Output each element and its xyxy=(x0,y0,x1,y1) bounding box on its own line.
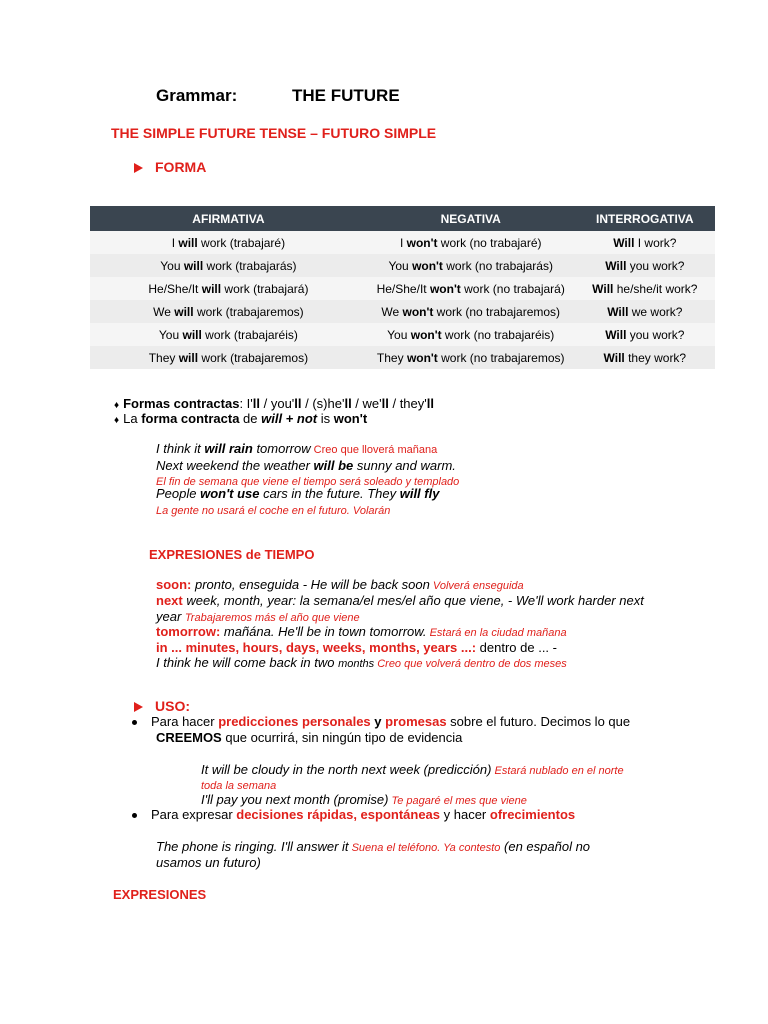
text-segment: will xyxy=(174,304,194,319)
text-segment: Te pagaré el mes que viene xyxy=(388,795,527,807)
text-segment: promesas xyxy=(385,714,447,729)
table-row xyxy=(90,346,715,369)
time-expressions-heading: EXPRESIONES de TIEMPO xyxy=(149,547,315,562)
forma-heading xyxy=(134,159,206,175)
text-segment: is xyxy=(317,411,334,426)
text-segment: You xyxy=(160,258,184,273)
uso-item-1 xyxy=(132,714,630,729)
text-segment: You xyxy=(387,327,411,342)
table-row xyxy=(90,300,715,323)
text-segment: / you' xyxy=(260,396,295,411)
text-segment: Will xyxy=(603,350,625,365)
text-segment: y xyxy=(374,714,382,729)
text-segment: Para expresar xyxy=(151,807,237,822)
text-segment: will rain xyxy=(204,441,253,456)
text-segment: predicciones personales xyxy=(218,714,371,729)
text-segment: ll xyxy=(294,396,302,411)
time-expression-line xyxy=(156,640,557,655)
text-segment: will + not xyxy=(261,411,318,426)
text-segment: work (trabajaréis) xyxy=(201,327,298,342)
table-cell xyxy=(575,254,715,277)
text-segment: Volverá enseguida xyxy=(429,580,524,592)
text-segment: work (no trabajaré) xyxy=(437,235,542,250)
text-segment: de xyxy=(239,411,262,426)
text-segment: y hacer xyxy=(440,807,490,822)
text-segment: You xyxy=(388,258,413,273)
arrow-bullet-icon xyxy=(134,163,143,173)
text-segment: will be xyxy=(313,458,354,473)
forma-label: FORMA xyxy=(155,159,207,175)
table-row xyxy=(90,323,715,346)
text-segment: They xyxy=(148,350,179,365)
table-row xyxy=(90,231,715,254)
table-row xyxy=(90,254,715,277)
table-cell xyxy=(367,277,575,300)
table-cell xyxy=(367,323,575,346)
text-segment: It will be cloudy in the north next week (predicción) xyxy=(201,762,492,777)
text-segment: He/She/It xyxy=(376,281,430,296)
text-segment: Will xyxy=(605,327,627,342)
text-segment: won't xyxy=(429,281,461,296)
table-cell xyxy=(90,323,367,346)
table-cell xyxy=(575,323,715,346)
text-segment: I think it xyxy=(156,441,205,456)
table-cell xyxy=(367,231,575,254)
text-segment: I xyxy=(171,235,179,250)
time-expression-line xyxy=(156,577,524,592)
text-segment: work (no trabajaremos) xyxy=(437,350,565,365)
text-segment: in ... minutes, hours, days, weeks, months, years ...: xyxy=(156,640,477,655)
uso-label: USO: xyxy=(155,698,190,714)
table-row xyxy=(90,277,715,300)
text-segment: won't xyxy=(406,235,438,250)
table-cell xyxy=(367,254,575,277)
text-segment: we work? xyxy=(628,304,683,319)
conjugation-table xyxy=(90,206,715,369)
table-cell xyxy=(367,346,575,369)
text-segment: will fly xyxy=(399,486,440,501)
text-segment: work (trabajará) xyxy=(221,281,309,296)
bullet-icon xyxy=(132,813,137,818)
example-line xyxy=(156,458,456,473)
text-segment: mañána. He'll be in town tomorrow. xyxy=(220,624,427,639)
table-header-interrogativa: INTERROGATIVA xyxy=(575,206,715,231)
text-segment: tomorrow xyxy=(252,441,311,456)
table-cell xyxy=(90,346,367,369)
text-segment: next xyxy=(156,593,183,608)
example-translation xyxy=(156,502,390,517)
table-cell xyxy=(575,277,715,300)
text-segment: I work? xyxy=(634,235,677,250)
text-segment: Will xyxy=(605,258,627,273)
text-segment: I'll pay you next month (promise) xyxy=(201,792,389,807)
text-segment: Will xyxy=(607,304,629,319)
table-cell xyxy=(575,231,715,254)
text-segment: / they' xyxy=(388,396,427,411)
text-segment: decisiones rápidas, espontáneas xyxy=(236,807,441,822)
text-segment: will xyxy=(178,235,198,250)
time-expression-line xyxy=(156,609,360,624)
text-segment: Will xyxy=(613,235,635,250)
page-title-topic: THE FUTURE xyxy=(292,86,400,105)
expresiones-heading: EXPRESIONES xyxy=(113,887,207,902)
text-segment: work (no trabajarás) xyxy=(442,258,553,273)
text-segment: won't use xyxy=(200,486,260,501)
table-cell xyxy=(90,231,367,254)
text-segment: work (no trabajaremos) xyxy=(433,304,561,319)
text-segment: he/she/it work? xyxy=(613,281,698,296)
table-cell xyxy=(90,254,367,277)
text-segment: tomorrow: xyxy=(156,624,221,639)
uso-item-2 xyxy=(132,807,575,822)
bullet-icon xyxy=(132,720,137,725)
example-line xyxy=(156,486,439,501)
uso-item-1-continued xyxy=(156,730,462,745)
uso-example-translation xyxy=(201,777,276,792)
example-line xyxy=(156,441,437,456)
diamond-bullet-icon: ♦ xyxy=(114,415,120,426)
text-segment: (en español no xyxy=(500,839,591,854)
text-segment: soon: xyxy=(156,577,192,592)
uso-example-line xyxy=(156,839,590,854)
diamond-bullet-icon: ♦ xyxy=(114,400,120,411)
text-segment: week, month, year: la semana/el mes/el año que viene, - We'll work harder next xyxy=(182,593,644,608)
text-segment: They xyxy=(376,350,407,365)
text-segment: que ocurrirá, sin ningún tipo de evidencia xyxy=(221,730,463,745)
table-cell xyxy=(575,346,715,369)
time-expression-line xyxy=(156,624,567,639)
text-segment: ofrecimientos xyxy=(489,807,576,822)
uso-heading xyxy=(134,698,190,714)
text-segment: cars in the future. They xyxy=(259,486,400,501)
text-segment: will xyxy=(182,327,202,342)
text-segment: toda la semana xyxy=(201,780,277,792)
text-segment: ll xyxy=(381,396,389,411)
text-segment: work (trabajaremos) xyxy=(193,304,304,319)
time-expression-line xyxy=(156,593,644,608)
text-segment: The phone is ringing. I'll answer it xyxy=(156,839,349,854)
text-segment: won't xyxy=(406,350,438,365)
text-segment: ll xyxy=(426,396,434,411)
text-segment: Next weekend the weather xyxy=(156,458,314,473)
text-segment: La xyxy=(123,411,142,426)
text-segment: sobre el futuro. Decimos lo que xyxy=(446,714,631,729)
table-header-afirmativa: AFIRMATIVA xyxy=(90,206,367,231)
contraction-note-1 xyxy=(114,396,434,411)
text-segment: dentro de ... - xyxy=(476,640,557,655)
text-segment: Trabajaremos más el año que viene xyxy=(184,612,360,624)
text-segment: work (no trabajará) xyxy=(460,281,565,296)
text-segment: I xyxy=(399,235,407,250)
text-segment: El fin de semana que viene el tiempo será soleado y templado xyxy=(156,476,460,488)
text-segment: work (trabajaré) xyxy=(197,235,286,250)
text-segment: CREEMOS xyxy=(156,730,222,745)
text-segment: months xyxy=(338,658,375,670)
text-segment: Para hacer xyxy=(151,714,219,729)
table-cell xyxy=(575,300,715,323)
text-segment: work (no trabajaréis) xyxy=(441,327,555,342)
text-segment: won't xyxy=(410,327,442,342)
text-segment: You xyxy=(158,327,183,342)
contraction-note-2 xyxy=(114,411,367,426)
table-cell xyxy=(90,277,367,300)
text-segment: ll xyxy=(344,396,352,411)
table-header-row xyxy=(90,206,715,231)
uso-example-line xyxy=(156,855,261,870)
text-segment: We xyxy=(153,304,175,319)
uso-example-line xyxy=(201,792,527,807)
contraction-note-text xyxy=(123,396,434,411)
uso-item-text xyxy=(151,714,630,729)
text-segment: won't xyxy=(333,411,368,426)
table-header-negativa: NEGATIVA xyxy=(367,206,575,231)
text-segment: sunny and warm. xyxy=(353,458,456,473)
text-segment: Suena el teléfono. Ya contesto xyxy=(348,842,501,854)
text-segment: you work? xyxy=(626,258,685,273)
text-segment: will xyxy=(178,350,199,365)
text-segment: Estará nublado en el norte xyxy=(491,765,624,777)
text-segment: I think he will come back in two xyxy=(156,655,339,670)
table-cell xyxy=(367,300,575,323)
text-segment: Creo que lloverá mañana xyxy=(310,444,438,456)
time-expression-line xyxy=(156,655,567,670)
text-segment: usamos un futuro) xyxy=(156,855,261,870)
text-segment: He/She/It xyxy=(148,281,202,296)
page-title-label: Grammar: xyxy=(156,86,238,105)
text-segment: / (s)he' xyxy=(301,396,345,411)
text-segment: Formas contractas xyxy=(123,396,240,411)
text-segment: Creo que volverá dentro de dos meses xyxy=(374,658,567,670)
text-segment: : I' xyxy=(239,396,253,411)
text-segment: ll xyxy=(252,396,260,411)
contraction-note-text xyxy=(123,411,367,426)
text-segment: pronto, enseguida - He will be back soon xyxy=(191,577,430,592)
text-segment: forma contracta xyxy=(141,411,240,426)
text-segment: work (trabajaremos) xyxy=(198,350,309,365)
uso-item-text xyxy=(151,807,575,822)
section-subtitle: THE SIMPLE FUTURE TENSE – FUTURO SIMPLE xyxy=(111,125,437,141)
text-segment: year xyxy=(156,609,185,624)
text-segment: We xyxy=(381,304,403,319)
text-segment: will xyxy=(201,281,222,296)
text-segment: Estará en la ciudad mañana xyxy=(426,627,567,639)
text-segment: People xyxy=(156,486,201,501)
text-segment: work (trabajarás) xyxy=(203,258,297,273)
arrow-bullet-icon xyxy=(134,702,143,712)
uso-example-line xyxy=(201,762,624,777)
text-segment: La gente no usará el coche en el futuro. Volarán xyxy=(156,505,391,517)
text-segment: won't xyxy=(402,304,434,319)
text-segment: you work? xyxy=(626,327,685,342)
text-segment: Will xyxy=(592,281,614,296)
table-cell xyxy=(90,300,367,323)
text-segment: / we' xyxy=(351,396,382,411)
text-segment: they work? xyxy=(624,350,687,365)
text-segment: won't xyxy=(412,258,443,273)
text-segment: will xyxy=(183,258,204,273)
